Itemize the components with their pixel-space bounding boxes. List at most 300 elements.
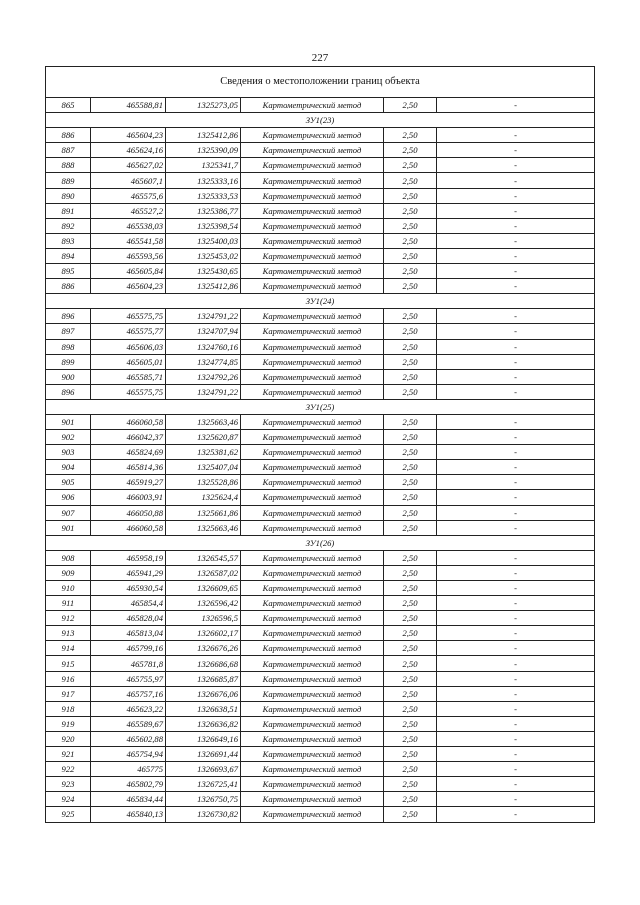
method-cell: Картометрический метод xyxy=(241,550,384,565)
x-coordinate-cell: 465585,71 xyxy=(91,369,166,384)
table-title-row xyxy=(46,67,595,98)
point-number-cell: 898 xyxy=(46,339,91,354)
method-cell: Картометрический метод xyxy=(241,339,384,354)
method-cell: Картометрический метод xyxy=(241,98,384,113)
y-coordinate-cell: 1325528,86 xyxy=(166,475,241,490)
accuracy-cell: 2,50 xyxy=(384,490,437,505)
x-coordinate-cell: 465754,94 xyxy=(91,747,166,762)
method-cell: Картометрический метод xyxy=(241,158,384,173)
description-cell: - xyxy=(437,701,595,716)
method-cell: Картометрический метод xyxy=(241,369,384,384)
point-number-cell: 887 xyxy=(46,143,91,158)
x-coordinate-cell: 465828,04 xyxy=(91,611,166,626)
x-coordinate-cell: 465527,2 xyxy=(91,203,166,218)
y-coordinate-cell: 1326638,51 xyxy=(166,701,241,716)
accuracy-cell: 2,50 xyxy=(384,248,437,263)
accuracy-cell: 2,50 xyxy=(384,203,437,218)
table-row xyxy=(46,581,595,596)
y-coordinate-cell: 1326691,44 xyxy=(166,747,241,762)
accuracy-cell: 2,50 xyxy=(384,143,437,158)
y-coordinate-cell: 1326725,41 xyxy=(166,777,241,792)
accuracy-cell: 2,50 xyxy=(384,445,437,460)
table-row xyxy=(46,430,595,445)
x-coordinate-cell: 465607,1 xyxy=(91,173,166,188)
accuracy-cell: 2,50 xyxy=(384,384,437,399)
y-coordinate-cell: 1325333,16 xyxy=(166,173,241,188)
point-number-cell: 904 xyxy=(46,460,91,475)
method-cell: Картометрический метод xyxy=(241,414,384,429)
y-coordinate-cell: 1325412,86 xyxy=(166,279,241,294)
y-coordinate-cell: 1325412,86 xyxy=(166,128,241,143)
x-coordinate-cell: 465575,6 xyxy=(91,188,166,203)
accuracy-cell: 2,50 xyxy=(384,233,437,248)
accuracy-cell: 2,50 xyxy=(384,581,437,596)
point-number-cell: 913 xyxy=(46,626,91,641)
x-coordinate-cell: 465802,79 xyxy=(91,777,166,792)
point-number-cell: 912 xyxy=(46,611,91,626)
table-row xyxy=(46,173,595,188)
point-number-cell: 895 xyxy=(46,264,91,279)
table-row xyxy=(46,128,595,143)
accuracy-cell: 2,50 xyxy=(384,807,437,822)
y-coordinate-cell: 1324774,85 xyxy=(166,354,241,369)
section-header-row xyxy=(46,535,595,550)
x-coordinate-cell: 465854,4 xyxy=(91,596,166,611)
section-label: ЗУ1(23) xyxy=(46,113,595,128)
table-row xyxy=(46,158,595,173)
method-cell: Картометрический метод xyxy=(241,143,384,158)
description-cell: - xyxy=(437,128,595,143)
method-cell: Картометрический метод xyxy=(241,490,384,505)
method-cell: Картометрический метод xyxy=(241,777,384,792)
y-coordinate-cell: 1325386,77 xyxy=(166,203,241,218)
y-coordinate-cell: 1324791,22 xyxy=(166,309,241,324)
point-number-cell: 886 xyxy=(46,279,91,294)
description-cell: - xyxy=(437,792,595,807)
section-label: ЗУ1(24) xyxy=(46,294,595,309)
description-cell: - xyxy=(437,430,595,445)
point-number-cell: 924 xyxy=(46,792,91,807)
method-cell: Картометрический метод xyxy=(241,324,384,339)
accuracy-cell: 2,50 xyxy=(384,656,437,671)
accuracy-cell: 2,50 xyxy=(384,671,437,686)
description-cell: - xyxy=(437,475,595,490)
y-coordinate-cell: 1326750,75 xyxy=(166,792,241,807)
method-cell: Картометрический метод xyxy=(241,611,384,626)
accuracy-cell: 2,50 xyxy=(384,762,437,777)
table-row xyxy=(46,641,595,656)
accuracy-cell: 2,50 xyxy=(384,747,437,762)
accuracy-cell: 2,50 xyxy=(384,596,437,611)
table-row xyxy=(46,656,595,671)
y-coordinate-cell: 1324707,94 xyxy=(166,324,241,339)
x-coordinate-cell: 465593,56 xyxy=(91,248,166,263)
description-cell: - xyxy=(437,807,595,822)
method-cell: Картометрический метод xyxy=(241,807,384,822)
y-coordinate-cell: 1326596,5 xyxy=(166,611,241,626)
description-cell: - xyxy=(437,384,595,399)
x-coordinate-cell: 465755,97 xyxy=(91,671,166,686)
x-coordinate-cell: 465930,54 xyxy=(91,581,166,596)
table-row xyxy=(46,369,595,384)
method-cell: Картометрический метод xyxy=(241,747,384,762)
x-coordinate-cell: 465605,84 xyxy=(91,264,166,279)
description-cell: - xyxy=(437,777,595,792)
table-row xyxy=(46,460,595,475)
accuracy-cell: 2,50 xyxy=(384,565,437,580)
description-cell: - xyxy=(437,414,595,429)
accuracy-cell: 2,50 xyxy=(384,158,437,173)
method-cell: Картометрический метод xyxy=(241,475,384,490)
accuracy-cell: 2,50 xyxy=(384,173,437,188)
accuracy-cell: 2,50 xyxy=(384,218,437,233)
table-row xyxy=(46,626,595,641)
description-cell: - xyxy=(437,248,595,263)
description-cell: - xyxy=(437,203,595,218)
point-number-cell: 902 xyxy=(46,430,91,445)
point-number-cell: 911 xyxy=(46,596,91,611)
accuracy-cell: 2,50 xyxy=(384,264,437,279)
point-number-cell: 889 xyxy=(46,173,91,188)
x-coordinate-cell: 465606,03 xyxy=(91,339,166,354)
x-coordinate-cell: 465588,81 xyxy=(91,98,166,113)
method-cell: Картометрический метод xyxy=(241,792,384,807)
y-coordinate-cell: 1326609,65 xyxy=(166,581,241,596)
description-cell: - xyxy=(437,460,595,475)
description-cell: - xyxy=(437,264,595,279)
accuracy-cell: 2,50 xyxy=(384,369,437,384)
description-cell: - xyxy=(437,445,595,460)
accuracy-cell: 2,50 xyxy=(384,520,437,535)
table-row xyxy=(46,565,595,580)
table-row xyxy=(46,264,595,279)
table-row xyxy=(46,716,595,731)
point-number-cell: 923 xyxy=(46,777,91,792)
table-row xyxy=(46,777,595,792)
description-cell: - xyxy=(437,747,595,762)
description-cell: - xyxy=(437,188,595,203)
point-number-cell: 906 xyxy=(46,490,91,505)
accuracy-cell: 2,50 xyxy=(384,701,437,716)
point-number-cell: 893 xyxy=(46,233,91,248)
y-coordinate-cell: 1325341,7 xyxy=(166,158,241,173)
x-coordinate-cell: 465627,02 xyxy=(91,158,166,173)
accuracy-cell: 2,50 xyxy=(384,505,437,520)
description-cell: - xyxy=(437,490,595,505)
point-number-cell: 894 xyxy=(46,248,91,263)
x-coordinate-cell: 465840,13 xyxy=(91,807,166,822)
accuracy-cell: 2,50 xyxy=(384,731,437,746)
y-coordinate-cell: 1326676,06 xyxy=(166,686,241,701)
x-coordinate-cell: 465814,36 xyxy=(91,460,166,475)
table-row xyxy=(46,550,595,565)
y-coordinate-cell: 1325661,86 xyxy=(166,505,241,520)
method-cell: Картометрический метод xyxy=(241,686,384,701)
x-coordinate-cell: 465538,03 xyxy=(91,218,166,233)
section-label: ЗУ1(26) xyxy=(46,535,595,550)
point-number-cell: 910 xyxy=(46,581,91,596)
method-cell: Картометрический метод xyxy=(241,128,384,143)
method-cell: Картометрический метод xyxy=(241,430,384,445)
point-number-cell: 909 xyxy=(46,565,91,580)
y-coordinate-cell: 1326636,82 xyxy=(166,716,241,731)
description-cell: - xyxy=(437,354,595,369)
y-coordinate-cell: 1326685,87 xyxy=(166,671,241,686)
point-number-cell: 922 xyxy=(46,762,91,777)
x-coordinate-cell: 465589,67 xyxy=(91,716,166,731)
x-coordinate-cell: 465941,29 xyxy=(91,565,166,580)
point-number-cell: 891 xyxy=(46,203,91,218)
method-cell: Картометрический метод xyxy=(241,565,384,580)
method-cell: Картометрический метод xyxy=(241,716,384,731)
y-coordinate-cell: 1326693,67 xyxy=(166,762,241,777)
x-coordinate-cell: 465781,8 xyxy=(91,656,166,671)
accuracy-cell: 2,50 xyxy=(384,98,437,113)
accuracy-cell: 2,50 xyxy=(384,128,437,143)
method-cell: Картометрический метод xyxy=(241,309,384,324)
table-row xyxy=(46,686,595,701)
y-coordinate-cell: 1325273,05 xyxy=(166,98,241,113)
accuracy-cell: 2,50 xyxy=(384,611,437,626)
y-coordinate-cell: 1324792,26 xyxy=(166,369,241,384)
description-cell: - xyxy=(437,762,595,777)
point-number-cell: 865 xyxy=(46,98,91,113)
accuracy-cell: 2,50 xyxy=(384,324,437,339)
accuracy-cell: 2,50 xyxy=(384,716,437,731)
point-number-cell: 919 xyxy=(46,716,91,731)
point-number-cell: 896 xyxy=(46,384,91,399)
table-row xyxy=(46,339,595,354)
point-number-cell: 890 xyxy=(46,188,91,203)
description-cell: - xyxy=(437,324,595,339)
section-header-row xyxy=(46,399,595,414)
method-cell: Картометрический метод xyxy=(241,731,384,746)
y-coordinate-cell: 1325624,4 xyxy=(166,490,241,505)
method-cell: Картометрический метод xyxy=(241,581,384,596)
method-cell: Картометрический метод xyxy=(241,203,384,218)
method-cell: Картометрический метод xyxy=(241,233,384,248)
accuracy-cell: 2,50 xyxy=(384,309,437,324)
point-number-cell: 918 xyxy=(46,701,91,716)
point-number-cell: 907 xyxy=(46,505,91,520)
method-cell: Картометрический метод xyxy=(241,218,384,233)
table-row xyxy=(46,762,595,777)
y-coordinate-cell: 1325620,87 xyxy=(166,430,241,445)
description-cell: - xyxy=(437,671,595,686)
table-row xyxy=(46,384,595,399)
x-coordinate-cell: 466050,88 xyxy=(91,505,166,520)
accuracy-cell: 2,50 xyxy=(384,279,437,294)
description-cell: - xyxy=(437,641,595,656)
point-number-cell: 897 xyxy=(46,324,91,339)
method-cell: Картометрический метод xyxy=(241,626,384,641)
y-coordinate-cell: 1326596,42 xyxy=(166,596,241,611)
table-row xyxy=(46,188,595,203)
section-header-row xyxy=(46,294,595,309)
point-number-cell: 892 xyxy=(46,218,91,233)
x-coordinate-cell: 466060,58 xyxy=(91,520,166,535)
description-cell: - xyxy=(437,233,595,248)
description-cell: - xyxy=(437,520,595,535)
point-number-cell: 886 xyxy=(46,128,91,143)
x-coordinate-cell: 466003,91 xyxy=(91,490,166,505)
point-number-cell: 903 xyxy=(46,445,91,460)
method-cell: Картометрический метод xyxy=(241,445,384,460)
method-cell: Картометрический метод xyxy=(241,701,384,716)
table-row xyxy=(46,279,595,294)
point-number-cell: 915 xyxy=(46,656,91,671)
y-coordinate-cell: 1326602,17 xyxy=(166,626,241,641)
table-row xyxy=(46,248,595,263)
accuracy-cell: 2,50 xyxy=(384,339,437,354)
y-coordinate-cell: 1325390,09 xyxy=(166,143,241,158)
y-coordinate-cell: 1325400,03 xyxy=(166,233,241,248)
x-coordinate-cell: 465604,23 xyxy=(91,279,166,294)
table-row xyxy=(46,309,595,324)
method-cell: Картометрический метод xyxy=(241,762,384,777)
accuracy-cell: 2,50 xyxy=(384,188,437,203)
description-cell: - xyxy=(437,656,595,671)
accuracy-cell: 2,50 xyxy=(384,475,437,490)
description-cell: - xyxy=(437,218,595,233)
description-cell: - xyxy=(437,565,595,580)
table-row xyxy=(46,445,595,460)
y-coordinate-cell: 1326649,16 xyxy=(166,731,241,746)
y-coordinate-cell: 1325663,46 xyxy=(166,520,241,535)
method-cell: Картометрический метод xyxy=(241,656,384,671)
point-number-cell: 901 xyxy=(46,520,91,535)
table-row xyxy=(46,233,595,248)
x-coordinate-cell: 465958,19 xyxy=(91,550,166,565)
table-row xyxy=(46,98,595,113)
x-coordinate-cell: 465604,23 xyxy=(91,128,166,143)
method-cell: Картометрический метод xyxy=(241,264,384,279)
x-coordinate-cell: 466060,58 xyxy=(91,414,166,429)
point-number-cell: 899 xyxy=(46,354,91,369)
description-cell: - xyxy=(437,279,595,294)
y-coordinate-cell: 1324760,16 xyxy=(166,339,241,354)
point-number-cell: 901 xyxy=(46,414,91,429)
method-cell: Картометрический метод xyxy=(241,596,384,611)
table-row xyxy=(46,414,595,429)
table-row xyxy=(46,324,595,339)
accuracy-cell: 2,50 xyxy=(384,686,437,701)
accuracy-cell: 2,50 xyxy=(384,550,437,565)
point-number-cell: 916 xyxy=(46,671,91,686)
x-coordinate-cell: 465602,88 xyxy=(91,731,166,746)
point-number-cell: 914 xyxy=(46,641,91,656)
point-number-cell: 900 xyxy=(46,369,91,384)
boundary-coordinates-table xyxy=(45,66,595,823)
point-number-cell: 908 xyxy=(46,550,91,565)
point-number-cell: 925 xyxy=(46,807,91,822)
description-cell: - xyxy=(437,98,595,113)
y-coordinate-cell: 1325381,62 xyxy=(166,445,241,460)
y-coordinate-cell: 1325333,53 xyxy=(166,188,241,203)
description-cell: - xyxy=(437,550,595,565)
accuracy-cell: 2,50 xyxy=(384,777,437,792)
description-cell: - xyxy=(437,505,595,520)
x-coordinate-cell: 465541,58 xyxy=(91,233,166,248)
accuracy-cell: 2,50 xyxy=(384,414,437,429)
method-cell: Картометрический метод xyxy=(241,279,384,294)
accuracy-cell: 2,50 xyxy=(384,626,437,641)
accuracy-cell: 2,50 xyxy=(384,641,437,656)
y-coordinate-cell: 1324791,22 xyxy=(166,384,241,399)
description-cell: - xyxy=(437,339,595,354)
y-coordinate-cell: 1325453,02 xyxy=(166,248,241,263)
x-coordinate-cell: 465624,16 xyxy=(91,143,166,158)
x-coordinate-cell: 465799,16 xyxy=(91,641,166,656)
table-row xyxy=(46,505,595,520)
y-coordinate-cell: 1326545,57 xyxy=(166,550,241,565)
table-row xyxy=(46,475,595,490)
table-title: Сведения о местоположении границ объекта xyxy=(46,67,595,98)
x-coordinate-cell: 465605,01 xyxy=(91,354,166,369)
y-coordinate-cell: 1326676,26 xyxy=(166,641,241,656)
description-cell: - xyxy=(437,596,595,611)
method-cell: Картометрический метод xyxy=(241,354,384,369)
table-row xyxy=(46,143,595,158)
method-cell: Картометрический метод xyxy=(241,520,384,535)
method-cell: Картометрический метод xyxy=(241,188,384,203)
page-number: 227 xyxy=(311,52,329,64)
point-number-cell: 888 xyxy=(46,158,91,173)
method-cell: Картометрический метод xyxy=(241,460,384,475)
description-cell: - xyxy=(437,158,595,173)
method-cell: Картометрический метод xyxy=(241,248,384,263)
description-cell: - xyxy=(437,716,595,731)
x-coordinate-cell: 466042,37 xyxy=(91,430,166,445)
y-coordinate-cell: 1325430,65 xyxy=(166,264,241,279)
x-coordinate-cell: 465623,22 xyxy=(91,701,166,716)
table-row xyxy=(46,671,595,686)
table-row xyxy=(46,203,595,218)
y-coordinate-cell: 1326686,68 xyxy=(166,656,241,671)
x-coordinate-cell: 465813,04 xyxy=(91,626,166,641)
x-coordinate-cell: 465824,69 xyxy=(91,445,166,460)
y-coordinate-cell: 1325663,46 xyxy=(166,414,241,429)
y-coordinate-cell: 1326587,02 xyxy=(166,565,241,580)
y-coordinate-cell: 1325407,04 xyxy=(166,460,241,475)
table-row xyxy=(46,747,595,762)
table-row xyxy=(46,731,595,746)
description-cell: - xyxy=(437,369,595,384)
x-coordinate-cell: 465757,16 xyxy=(91,686,166,701)
point-number-cell: 905 xyxy=(46,475,91,490)
table-row xyxy=(46,611,595,626)
table-row xyxy=(46,520,595,535)
table-row xyxy=(46,596,595,611)
accuracy-cell: 2,50 xyxy=(384,792,437,807)
description-cell: - xyxy=(437,686,595,701)
accuracy-cell: 2,50 xyxy=(384,460,437,475)
method-cell: Картометрический метод xyxy=(241,505,384,520)
point-number-cell: 920 xyxy=(46,731,91,746)
accuracy-cell: 2,50 xyxy=(384,430,437,445)
y-coordinate-cell: 1326730,82 xyxy=(166,807,241,822)
x-coordinate-cell: 465834,44 xyxy=(91,792,166,807)
accuracy-cell: 2,50 xyxy=(384,354,437,369)
section-label: ЗУ1(25) xyxy=(46,399,595,414)
table-row xyxy=(46,792,595,807)
point-number-cell: 917 xyxy=(46,686,91,701)
description-cell: - xyxy=(437,611,595,626)
point-number-cell: 896 xyxy=(46,309,91,324)
x-coordinate-cell: 465919,27 xyxy=(91,475,166,490)
section-header-row xyxy=(46,113,595,128)
method-cell: Картометрический метод xyxy=(241,671,384,686)
